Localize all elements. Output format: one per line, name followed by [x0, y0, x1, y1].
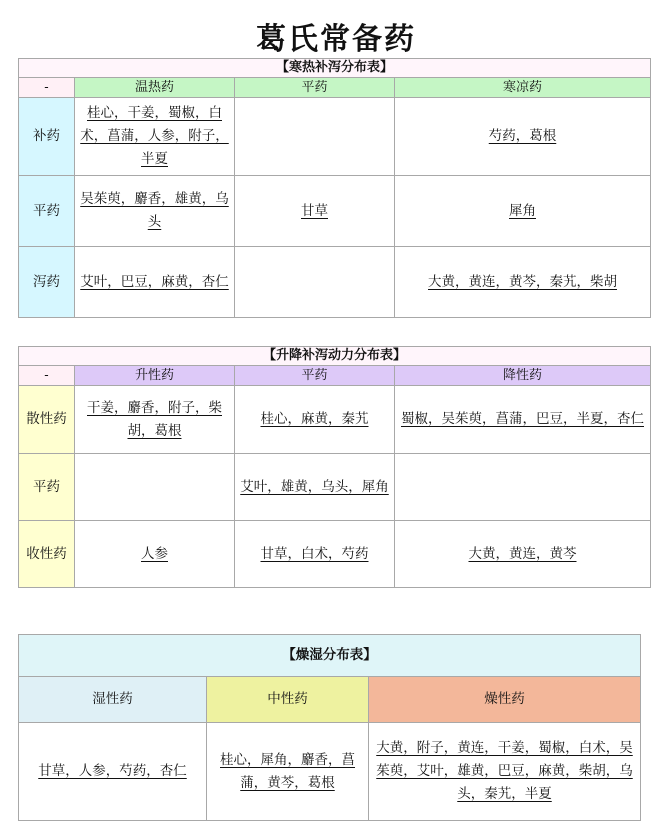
cell-astringe-ascend[interactable]: 人参 — [75, 521, 235, 588]
dry-wet-table — [18, 634, 641, 821]
col-header-descend: 降性药 — [395, 366, 651, 386]
row-header-neutral: 平药 — [19, 454, 75, 521]
col-header-neutral: 平药 — [235, 78, 395, 98]
col-header-ascend: 升性药 — [75, 366, 235, 386]
row-header-purge: 泻药 — [19, 247, 75, 318]
cell-neutral[interactable]: 桂心，犀角，麝香，菖蒲，黄芩，葛根 — [207, 723, 369, 821]
cell-disperse-neutral[interactable]: 桂心，麻黄，秦艽 — [235, 386, 395, 454]
cell-purge-warm[interactable]: 艾叶，巴豆，麻黄，杏仁 — [75, 247, 235, 318]
table-row — [19, 723, 641, 821]
cell-disperse-descend[interactable]: 蜀椒，吴茱萸，菖蒲，巴豆，半夏，杏仁 — [395, 386, 651, 454]
table-row — [19, 454, 651, 521]
table-row — [19, 247, 651, 318]
col-header-warm: 温热药 — [75, 78, 235, 98]
cell-purge-neutral — [235, 247, 395, 318]
cell-neutral-neutral[interactable]: 甘草 — [235, 176, 395, 247]
col-header-wet: 湿性药 — [19, 677, 207, 723]
col-header-cold: 寒凉药 — [395, 78, 651, 98]
cell-neutral-neutral[interactable]: 艾叶，雄黄，乌头，犀角 — [235, 454, 395, 521]
cell-disperse-ascend[interactable]: 干姜，麝香，附子，柴胡，葛根 — [75, 386, 235, 454]
col-header-neutral: 平药 — [235, 366, 395, 386]
col-header-neutral: 中性药 — [207, 677, 369, 723]
row-header-disperse: 散性药 — [19, 386, 75, 454]
table-row — [19, 386, 651, 454]
cell-neutral-cold[interactable]: 犀角 — [395, 176, 651, 247]
cell-wet[interactable]: 甘草，人参，芍药，杏仁 — [19, 723, 207, 821]
cell-neutral-warm[interactable]: 吴茱萸，麝香，雄黄，乌头 — [75, 176, 235, 247]
cell-purge-cold[interactable]: 大黄，黄连，黄芩，秦艽，柴胡 — [395, 247, 651, 318]
ascend-descend-table — [18, 346, 651, 588]
cell-astringe-neutral[interactable]: 甘草，白术，芍药 — [235, 521, 395, 588]
table-row — [19, 521, 651, 588]
cell-tonify-cold[interactable]: 芍药，葛根 — [395, 98, 651, 176]
cell-tonify-neutral — [235, 98, 395, 176]
table-caption: 【寒热补泻分布表】 — [19, 59, 651, 78]
cell-neutral-ascend — [75, 454, 235, 521]
table-row — [19, 98, 651, 176]
row-header-neutral: 平药 — [19, 176, 75, 247]
table-caption: 【升降补泻动力分布表】 — [19, 347, 651, 366]
corner-cell: - — [19, 78, 75, 98]
cell-dry[interactable]: 大黄，附子，黄连，干姜，蜀椒，白术，吴茱萸，艾叶，雄黄，巴豆，麻黄，柴胡，乌头，秦艽，半夏 — [369, 723, 641, 821]
hot-cold-tonify-purge-table — [18, 58, 651, 318]
col-header-dry: 燥性药 — [369, 677, 641, 723]
table-row — [19, 176, 651, 247]
corner-cell: - — [19, 366, 75, 386]
table-caption: 【燥湿分布表】 — [19, 635, 641, 677]
row-header-astringe: 收性药 — [19, 521, 75, 588]
cell-astringe-descend[interactable]: 大黄，黄连，黄芩 — [395, 521, 651, 588]
cell-neutral-descend — [395, 454, 651, 521]
page-title: 葛氏常备药 — [256, 22, 416, 57]
cell-tonify-warm[interactable]: 桂心，干姜，蜀椒，白术，菖蒲，人参，附子，半夏 — [75, 98, 235, 176]
row-header-tonify: 补药 — [19, 98, 75, 176]
